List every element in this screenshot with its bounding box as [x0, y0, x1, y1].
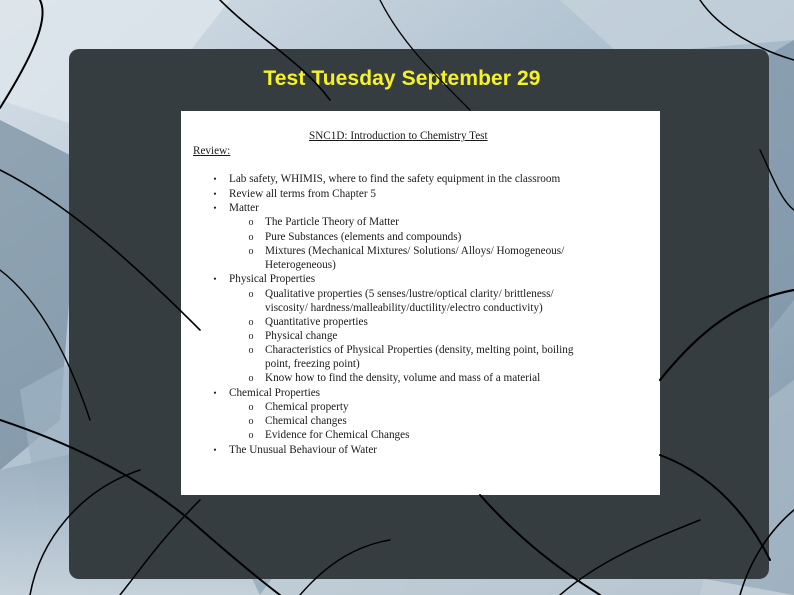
sub-list-item: The Particle Theory of Matter: [265, 216, 399, 228]
sub-bullet: o: [248, 416, 254, 427]
sub-bullet: o: [248, 345, 254, 356]
sub-bullet: o: [248, 289, 254, 300]
list-item: Lab safety, WHIMIS, where to find the safety equipment in the classroom: [229, 173, 561, 185]
sub-list-item: Physical change: [265, 330, 338, 342]
slide-title: Test Tuesday September 29: [263, 67, 541, 90]
sub-bullet: o: [248, 430, 254, 441]
document-page: [181, 111, 660, 495]
sub-list-item: Chemical changes: [265, 415, 347, 427]
sub-list-item-continuation: viscosity/ hardness/malleability/ductility/electro conductivity): [265, 302, 543, 314]
list-item: The Unusual Behaviour of Water: [229, 444, 378, 456]
list-item: Review all terms from Chapter 5: [229, 188, 376, 200]
bullet: •: [213, 174, 217, 184]
list-item: Chemical Properties: [229, 387, 321, 399]
sub-list-item: Chemical property: [265, 401, 349, 413]
sub-bullet: o: [248, 232, 254, 243]
bullet: •: [213, 203, 217, 213]
sub-list-item: Mixtures (Mechanical Mixtures/ Solutions/ Alloys/ Homogeneous/: [265, 245, 565, 257]
sub-list-item-continuation: Heterogeneous): [265, 259, 336, 271]
sub-list-item: Know how to find the density, volume and mass of a material: [265, 372, 541, 384]
sub-list-item: Qualitative properties (5 senses/lustre/optical clarity/ brittleness/: [265, 288, 554, 300]
list-item: Physical Properties: [229, 273, 316, 285]
bullet: •: [213, 388, 217, 398]
bullet: •: [213, 274, 217, 284]
sub-list-item-continuation: point, freezing point): [265, 358, 360, 370]
list-item: Matter: [229, 202, 259, 214]
bullet: •: [213, 445, 217, 455]
sub-bullet: o: [248, 402, 254, 413]
sub-list-item: Evidence for Chemical Changes: [265, 429, 410, 441]
sub-bullet: o: [248, 317, 254, 328]
sub-list-item: Pure Substances (elements and compounds): [265, 231, 462, 243]
sub-bullet: o: [248, 246, 254, 257]
review-heading: Review:: [193, 145, 231, 157]
sub-bullet: o: [248, 331, 254, 342]
sub-bullet: o: [248, 373, 254, 384]
sub-list-item: Characteristics of Physical Properties (density, melting point, boiling: [265, 344, 574, 356]
document-title: SNC1D: Introduction to Chemistry Test: [309, 130, 488, 142]
sub-list-item: Quantitative properties: [265, 316, 368, 328]
bullet: •: [213, 189, 217, 199]
sub-bullet: o: [248, 217, 254, 228]
